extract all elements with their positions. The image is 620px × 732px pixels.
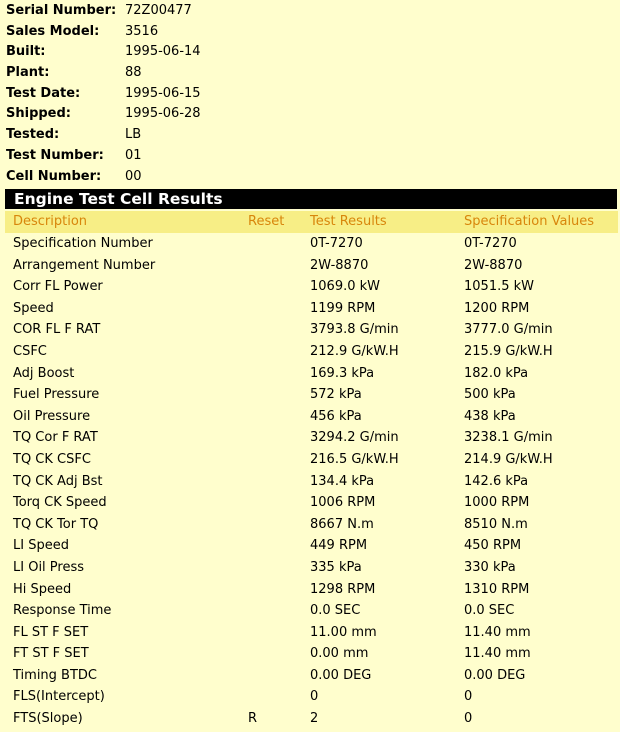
info-label: Test Date: (6, 85, 81, 101)
cell-test-result: 216.5 G/kW.H (310, 451, 399, 467)
info-label: Plant: (6, 65, 50, 81)
info-row-shipped (0, 104, 620, 125)
info-row-test-number (0, 146, 620, 167)
table-row (5, 600, 618, 622)
cell-description: COR FL F RAT (13, 322, 101, 338)
info-value: 01 (125, 147, 142, 163)
info-value: 72Z00477 (125, 3, 192, 18)
cell-test-result: 169.3 kPa (310, 365, 375, 381)
cell-description: Hi Speed (13, 581, 72, 597)
info-value: LB (125, 127, 142, 143)
cell-spec-value: 0.00 DEG (464, 667, 526, 683)
table-row (5, 708, 618, 730)
table-row (5, 363, 618, 385)
info-label: Shipped: (6, 106, 72, 122)
cell-test-result: 0.0 SEC (310, 603, 361, 619)
table-row (5, 686, 618, 708)
cell-test-result: 3294.2 G/min (310, 430, 399, 446)
table-row (5, 557, 618, 579)
table-row (5, 449, 618, 471)
cell-spec-value: 182.0 kPa (464, 365, 529, 381)
cell-description: TQ CK Adj Bst (13, 473, 103, 489)
cell-spec-value: 0.0 SEC (464, 603, 515, 619)
info-row-cell-number (0, 167, 620, 188)
cell-spec-value: 0 (464, 689, 473, 705)
table-body (5, 233, 618, 730)
header-description: Description (13, 214, 88, 229)
cell-description: Adj Boost (13, 365, 75, 381)
info-value: 1995-06-14 (125, 44, 201, 60)
cell-description: Fuel Pressure (13, 387, 100, 403)
section-title: Engine Test Cell Results (5, 189, 617, 209)
cell-spec-value: 2W-8870 (464, 257, 523, 273)
table-row (5, 233, 618, 255)
table-row (5, 492, 618, 514)
info-label: Test Number: (6, 147, 104, 163)
table-header-row (5, 211, 618, 233)
info-label: Built: (6, 44, 46, 60)
cell-test-result: 0.00 mm (310, 646, 369, 662)
cell-test-result: 449 RPM (310, 538, 368, 554)
info-row-tested (0, 125, 620, 146)
cell-spec-value: 1310 RPM (464, 581, 530, 597)
cell-spec-value: 438 kPa (464, 408, 516, 424)
info-value: 1995-06-28 (125, 106, 201, 122)
table-row (5, 514, 618, 536)
table-row (5, 579, 618, 601)
table-row (5, 665, 618, 687)
cell-description: TQ CK Tor TQ (13, 516, 99, 532)
cell-reset: R (248, 711, 258, 727)
table-row (5, 471, 618, 493)
cell-test-result: 0.00 DEG (310, 667, 372, 683)
info-row-plant (0, 63, 620, 84)
cell-test-result: 1069.0 kW (310, 279, 381, 295)
cell-spec-value: 3777.0 G/min (464, 322, 553, 338)
cell-test-result: 572 kPa (310, 387, 362, 403)
cell-spec-value: 11.40 mm (464, 646, 531, 662)
info-value: 88 (125, 65, 142, 81)
cell-test-result: 0 (310, 689, 319, 705)
cell-test-result: 1298 RPM (310, 581, 376, 597)
cell-spec-value: 215.9 G/kW.H (464, 343, 553, 359)
cell-test-result: 3793.8 G/min (310, 322, 399, 338)
cell-spec-value: 11.40 mm (464, 624, 531, 640)
info-value: 00 (125, 168, 142, 184)
table-row (5, 298, 618, 320)
cell-description: LI Speed (13, 538, 69, 554)
cell-test-result: 456 kPa (310, 408, 362, 424)
cell-description: Corr FL Power (13, 279, 103, 295)
cell-spec-value: 450 RPM (464, 538, 522, 554)
cell-description: CSFC (13, 343, 47, 359)
cell-description: Specification Number (13, 236, 153, 251)
info-value: 1995-06-15 (125, 85, 201, 101)
cell-test-result: 134.4 kPa (310, 473, 375, 489)
table-row (5, 319, 618, 341)
cell-spec-value: 330 kPa (464, 559, 516, 575)
info-row-sales-model (0, 22, 620, 43)
cell-description: FLS(Intercept) (13, 689, 105, 705)
header-reset: Reset (248, 214, 285, 229)
info-label: Serial Number: (6, 3, 117, 18)
cell-spec-value: 1200 RPM (464, 300, 530, 316)
table-row (5, 406, 618, 428)
cell-description: Response Time (13, 603, 112, 619)
cell-description: TQ Cor F RAT (13, 430, 98, 446)
table-row (5, 341, 618, 363)
cell-description: Oil Pressure (13, 408, 91, 424)
cell-test-result: 1006 RPM (310, 495, 376, 511)
info-label: Tested: (6, 127, 60, 143)
cell-test-result: 2 (310, 711, 319, 727)
cell-spec-value: 8510 N.m (464, 516, 528, 532)
cell-test-result: 335 kPa (310, 559, 362, 575)
info-label: Cell Number: (6, 168, 102, 184)
cell-description: FTS(Slope) (13, 711, 83, 727)
cell-spec-value: 214.9 G/kW.H (464, 451, 553, 467)
cell-spec-value: 0 (464, 711, 473, 727)
cell-test-result: 11.00 mm (310, 624, 377, 640)
cell-description: Timing BTDC (13, 667, 97, 683)
cell-description: Arrangement Number (13, 257, 156, 273)
cell-spec-value: 1000 RPM (464, 495, 530, 511)
table-row (5, 427, 618, 449)
info-row-serial-number (0, 1, 620, 22)
table-row (5, 535, 618, 557)
info-row-test-date (0, 84, 620, 105)
info-label: Sales Model: (6, 23, 100, 39)
cell-test-result: 0T-7270 (310, 236, 363, 251)
cell-test-result: 1199 RPM (310, 300, 376, 316)
table-row (5, 255, 618, 277)
cell-spec-value: 1051.5 kW (464, 279, 535, 295)
header-spec-values: Specification Values (464, 214, 595, 229)
cell-test-result: 212.9 G/kW.H (310, 343, 399, 359)
cell-description: Speed (13, 300, 54, 316)
table-row (5, 622, 618, 644)
cell-test-result: 8667 N.m (310, 516, 374, 532)
results-table (5, 211, 618, 730)
cell-description: LI Oil Press (13, 559, 85, 575)
cell-spec-value: 142.6 kPa (464, 473, 529, 489)
cell-spec-value: 3238.1 G/min (464, 430, 553, 446)
cell-description: TQ CK CSFC (13, 451, 91, 467)
engine-info (0, 0, 620, 187)
info-row-built (0, 42, 620, 63)
cell-test-result: 2W-8870 (310, 257, 369, 273)
cell-description: FL ST F SET (13, 624, 89, 640)
header-test-results: Test Results (310, 214, 387, 229)
cell-spec-value: 0T-7270 (464, 236, 517, 251)
table-row (5, 384, 618, 406)
info-value: 3516 (125, 23, 159, 39)
cell-description: Torq CK Speed (13, 495, 107, 511)
cell-description: FT ST F SET (13, 646, 89, 662)
table-row (5, 643, 618, 665)
table-row (5, 276, 618, 298)
cell-spec-value: 500 kPa (464, 387, 516, 403)
